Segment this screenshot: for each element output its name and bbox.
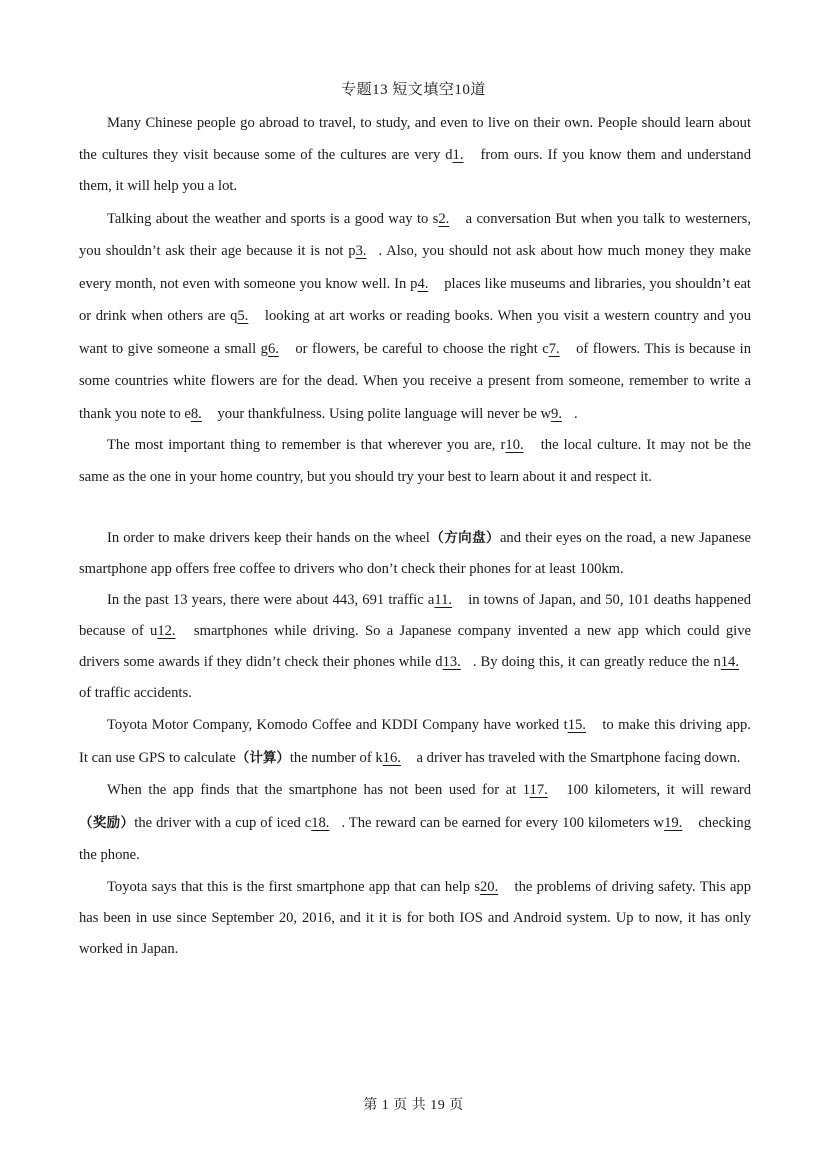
blank-number: 19.: [664, 814, 683, 831]
text-segment: the local culture. It may not be the same as the one in your home country, but you should try your best to learn about it and respect it.: [79, 437, 751, 485]
blank-number: 14.: [720, 654, 739, 670]
blank-number: 18.: [311, 814, 330, 831]
paragraph: [79, 203, 751, 431]
text-segment: the problems of driving safety. This app has been in use since September 20, 2016, and it it is for both IOS and Android system. Up to now, it has only worked in Japan.: [79, 878, 751, 957]
text-segment: When the app finds that the smartphone has not been used for at 1: [107, 782, 530, 798]
text-segment: looking at art works or reading books. When you visit a western country and you want to give someone a small g: [79, 308, 751, 357]
blank-number: 5.: [237, 308, 249, 324]
document-body: [79, 108, 751, 965]
text-segment: the number of k: [289, 749, 383, 766]
blank-number: 11.: [434, 592, 453, 608]
blank-number: 9.: [551, 405, 562, 422]
passage-2: [79, 523, 751, 965]
page-footer: 第 1 页 共 19 页: [363, 1098, 464, 1113]
blank-number: 13.: [442, 654, 461, 670]
paragraph: [79, 774, 751, 872]
text-segment: Toyota says that this is the first smartphone app that can help s: [107, 878, 480, 895]
blank-number: 15.: [567, 717, 586, 733]
text-segment: Many Chinese people go abroad to travel, to study, and even to live on their own. People should learn about the cultures they visit because some of the cultures are very d: [79, 115, 751, 163]
text-segment: smartphones while driving. So a Japanese company invented a new app which could give drivers some awards if they didn’t check their phones while d: [79, 623, 751, 670]
text-segment: . Also, you should not ask about how much money they make every month, not even with someone you know well. In p: [79, 243, 751, 292]
text-segment: your thankfulness. Using polite language will never be w: [213, 405, 552, 422]
text-segment: .: [573, 405, 578, 422]
blank-number: 2.: [438, 210, 450, 227]
blank-number: 10.: [505, 437, 524, 453]
blank-number: 16.: [382, 749, 401, 766]
paragraph: [79, 872, 751, 965]
text-segment: a driver has traveled with the Smartphone facing down.: [412, 749, 741, 766]
blank-number: 7.: [548, 340, 560, 357]
text-segment: or flowers, be careful to choose the right c: [290, 340, 549, 357]
text-segment: checking the phone.: [79, 814, 752, 863]
blank-number: 20.: [480, 878, 499, 895]
text-segment: . By doing this, it can greatly reduce the n: [472, 654, 721, 670]
text-segment: The most important thing to remember is that wherever you are, r: [107, 437, 506, 453]
text-segment: of flowers. This is because in some countries white flowers are for the dead. When you receive a present from someone, remember to write a thank you note to e: [79, 340, 751, 422]
text-segment: in towns of Japan, and 50, 101 deaths happened because of u: [79, 592, 751, 639]
text-segment: places like museums and libraries, you shouldn’t eat or drink when others are q: [79, 275, 751, 324]
blank-number: 17.: [529, 782, 548, 798]
page-title: 专题13 短文填空10道: [341, 82, 486, 98]
paragraph: [79, 523, 751, 585]
text-segment: Talking about the weather and sports is a good way to s: [107, 210, 439, 227]
chinese-gloss: （奖励）: [79, 814, 135, 831]
passage-1: [79, 108, 751, 493]
text-segment: . The reward can be earned for every 100 kilometers w: [341, 814, 665, 831]
text-segment: of traffic accidents.: [79, 685, 192, 701]
blank-number: 3.: [355, 243, 367, 259]
paragraph: [79, 709, 751, 774]
chinese-gloss: （计算）: [235, 749, 290, 766]
paragraph: [79, 585, 751, 709]
blank-number: 1.: [452, 146, 464, 163]
text-segment: In order to make drivers keep their hands on the wheel: [107, 530, 430, 546]
paragraph: [79, 430, 751, 493]
paragraph: [79, 108, 751, 203]
text-segment: a conversation But when you talk to westerners, you shouldn’t ask their age because it is not p: [79, 210, 751, 259]
blank-number: 12.: [157, 623, 176, 639]
blank-number: 8.: [190, 405, 202, 422]
blank-number: 4.: [417, 275, 429, 292]
text-segment: Toyota Motor Company, Komodo Coffee and KDDI Company have worked t: [107, 717, 568, 733]
text-segment: 100 kilometers, it will reward: [559, 782, 751, 798]
text-segment: from ours. If you know them and understand them, it will help you a lot.: [79, 146, 751, 194]
text-segment: the driver with a cup of iced c: [134, 814, 312, 831]
text-segment: to make this driving app. It can use GPS to calculate: [79, 717, 751, 766]
blank-number: 6.: [267, 340, 279, 357]
text-segment: In the past 13 years, there were about 443, 691 traffic a: [107, 592, 435, 608]
text-segment: and their eyes on the road, a new Japanese smartphone app offers free coffee to drivers who don’t check their phones for at least 100km.: [79, 530, 751, 577]
chinese-gloss: （方向盘）: [429, 530, 500, 546]
